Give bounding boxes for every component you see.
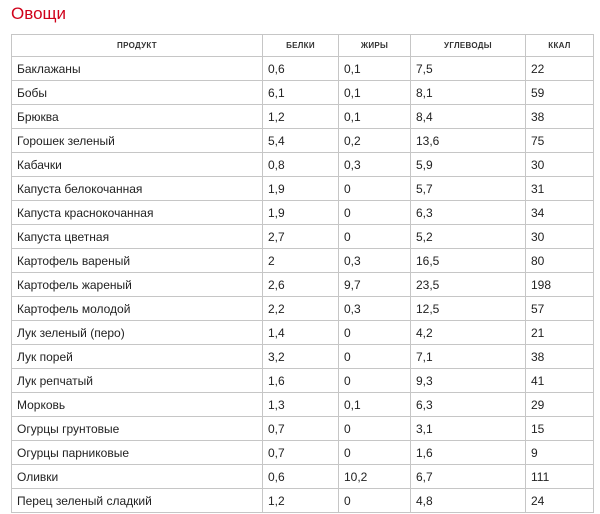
cell-kcal: 38	[526, 105, 594, 129]
cell-proteins: 3,2	[263, 345, 339, 369]
cell-product: Брюква	[12, 105, 263, 129]
cell-proteins: 1,6	[263, 369, 339, 393]
cell-kcal: 75	[526, 129, 594, 153]
cell-product: Лук порей	[12, 345, 263, 369]
cell-fats: 0,3	[339, 153, 411, 177]
table-header-row	[12, 35, 594, 57]
table-row	[12, 249, 594, 273]
header-kcal: ККАЛ	[526, 35, 594, 57]
table-row	[12, 201, 594, 225]
table-row	[12, 297, 594, 321]
cell-product: Бобы	[12, 81, 263, 105]
cell-carbs: 12,5	[411, 297, 526, 321]
cell-proteins: 1,2	[263, 105, 339, 129]
cell-product: Лук зеленый (перо)	[12, 321, 263, 345]
cell-fats: 0,1	[339, 393, 411, 417]
cell-fats: 0	[339, 225, 411, 249]
cell-kcal: 31	[526, 177, 594, 201]
cell-fats: 0,1	[339, 81, 411, 105]
cell-kcal: 30	[526, 153, 594, 177]
cell-fats: 10,2	[339, 465, 411, 489]
cell-carbs: 7,1	[411, 345, 526, 369]
cell-product: Картофель вареный	[12, 249, 263, 273]
table-row	[12, 273, 594, 297]
cell-product: Оливки	[12, 465, 263, 489]
table-row	[12, 177, 594, 201]
cell-kcal: 22	[526, 57, 594, 81]
cell-fats: 0	[339, 201, 411, 225]
cell-proteins: 0,8	[263, 153, 339, 177]
cell-product: Огурцы грунтовые	[12, 417, 263, 441]
cell-proteins: 1,2	[263, 489, 339, 513]
cell-proteins: 5,4	[263, 129, 339, 153]
table-row	[12, 417, 594, 441]
cell-carbs: 8,1	[411, 81, 526, 105]
cell-kcal: 38	[526, 345, 594, 369]
cell-kcal: 111	[526, 465, 594, 489]
cell-product: Морковь	[12, 393, 263, 417]
cell-carbs: 7,5	[411, 57, 526, 81]
table-row	[12, 489, 594, 513]
cell-fats: 0	[339, 417, 411, 441]
cell-product: Огурцы парниковые	[12, 441, 263, 465]
cell-carbs: 4,8	[411, 489, 526, 513]
cell-proteins: 0,6	[263, 57, 339, 81]
table-row	[12, 345, 594, 369]
cell-carbs: 6,3	[411, 201, 526, 225]
cell-product: Кабачки	[12, 153, 263, 177]
cell-proteins: 1,4	[263, 321, 339, 345]
cell-kcal: 198	[526, 273, 594, 297]
table-row	[12, 57, 594, 81]
cell-kcal: 57	[526, 297, 594, 321]
table-row	[12, 153, 594, 177]
cell-carbs: 8,4	[411, 105, 526, 129]
table-row	[12, 369, 594, 393]
table-row	[12, 321, 594, 345]
cell-proteins: 1,9	[263, 177, 339, 201]
cell-product: Картофель молодой	[12, 297, 263, 321]
cell-fats: 0,1	[339, 105, 411, 129]
cell-proteins: 2,7	[263, 225, 339, 249]
cell-carbs: 9,3	[411, 369, 526, 393]
cell-kcal: 9	[526, 441, 594, 465]
table-row	[12, 225, 594, 249]
header-product: ПРОДУКТ	[12, 35, 263, 57]
cell-kcal: 34	[526, 201, 594, 225]
cell-fats: 0	[339, 177, 411, 201]
cell-product: Лук репчатый	[12, 369, 263, 393]
cell-carbs: 16,5	[411, 249, 526, 273]
cell-fats: 0,2	[339, 129, 411, 153]
table-row	[12, 393, 594, 417]
table-row	[12, 105, 594, 129]
header-carbs: УГЛЕВОДЫ	[411, 35, 526, 57]
cell-kcal: 59	[526, 81, 594, 105]
cell-proteins: 0,7	[263, 441, 339, 465]
cell-product: Капуста цветная	[12, 225, 263, 249]
cell-fats: 0	[339, 489, 411, 513]
cell-fats: 0	[339, 321, 411, 345]
cell-product: Перец зеленый сладкий	[12, 489, 263, 513]
cell-carbs: 5,7	[411, 177, 526, 201]
cell-product: Капуста краснокочанная	[12, 201, 263, 225]
cell-fats: 0	[339, 441, 411, 465]
cell-kcal: 41	[526, 369, 594, 393]
cell-carbs: 3,1	[411, 417, 526, 441]
header-proteins: БЕЛКИ	[263, 35, 339, 57]
cell-proteins: 2	[263, 249, 339, 273]
cell-product: Баклажаны	[12, 57, 263, 81]
cell-carbs: 6,3	[411, 393, 526, 417]
cell-proteins: 1,3	[263, 393, 339, 417]
section-title: Овощи	[11, 4, 67, 23]
cell-carbs: 1,6	[411, 441, 526, 465]
cell-proteins: 1,9	[263, 201, 339, 225]
cell-kcal: 24	[526, 489, 594, 513]
cell-kcal: 80	[526, 249, 594, 273]
cell-proteins: 0,6	[263, 465, 339, 489]
nutrition-table	[11, 34, 594, 513]
cell-product: Картофель жареный	[12, 273, 263, 297]
table-body	[12, 57, 594, 513]
cell-fats: 0	[339, 369, 411, 393]
table-row	[12, 465, 594, 489]
cell-product: Капуста белокочанная	[12, 177, 263, 201]
table-row	[12, 81, 594, 105]
cell-kcal: 29	[526, 393, 594, 417]
cell-kcal: 15	[526, 417, 594, 441]
cell-proteins: 2,6	[263, 273, 339, 297]
cell-carbs: 4,2	[411, 321, 526, 345]
table-row	[12, 441, 594, 465]
cell-proteins: 2,2	[263, 297, 339, 321]
cell-carbs: 6,7	[411, 465, 526, 489]
cell-carbs: 23,5	[411, 273, 526, 297]
cell-carbs: 13,6	[411, 129, 526, 153]
cell-kcal: 30	[526, 225, 594, 249]
cell-product: Горошек зеленый	[12, 129, 263, 153]
cell-fats: 0,3	[339, 249, 411, 273]
cell-proteins: 6,1	[263, 81, 339, 105]
cell-fats: 0	[339, 345, 411, 369]
header-fats: ЖИРЫ	[339, 35, 411, 57]
cell-kcal: 21	[526, 321, 594, 345]
table-row	[12, 129, 594, 153]
cell-carbs: 5,9	[411, 153, 526, 177]
cell-proteins: 0,7	[263, 417, 339, 441]
cell-fats: 9,7	[339, 273, 411, 297]
cell-fats: 0,3	[339, 297, 411, 321]
cell-fats: 0,1	[339, 57, 411, 81]
cell-carbs: 5,2	[411, 225, 526, 249]
